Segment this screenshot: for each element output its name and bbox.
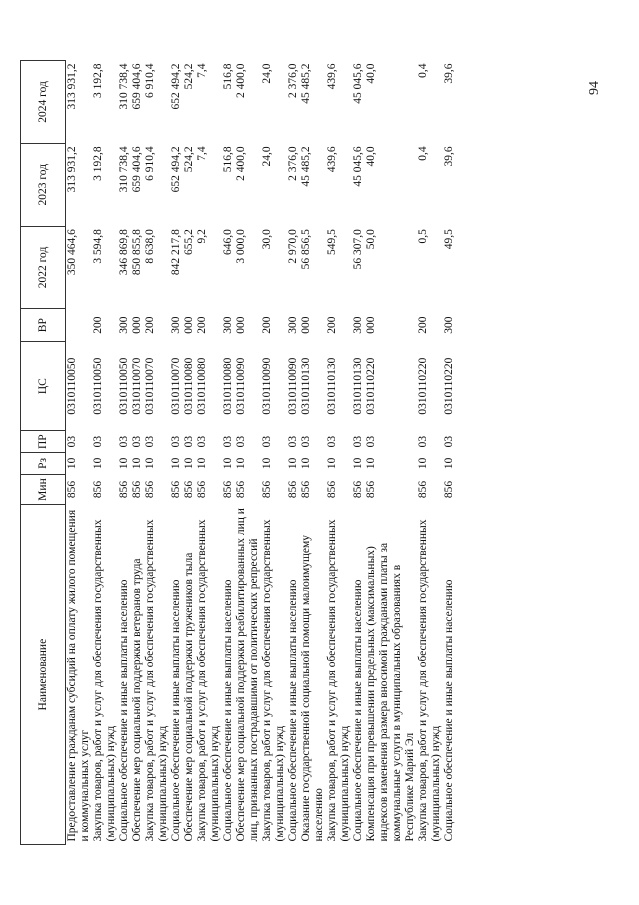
row-vr: 300 bbox=[170, 316, 182, 334]
row-min: 856 bbox=[144, 480, 156, 499]
row-name: Оказание государственной социальной помощи малоимущему населению bbox=[300, 534, 325, 842]
row-2023: 2 400,0 bbox=[235, 146, 247, 181]
row-cs: 0310110080 bbox=[183, 357, 195, 415]
rotated-budget-table-container bbox=[20, 60, 490, 845]
row-2022: 30,0 bbox=[261, 229, 273, 250]
row-pr: 03 bbox=[92, 435, 104, 448]
row-pr: 03 bbox=[300, 435, 312, 448]
row-2022: 9,2 bbox=[196, 229, 208, 244]
row-vr: 200 bbox=[196, 316, 208, 334]
row-2024: 652 494,2 bbox=[170, 63, 182, 110]
row-cs: 0310110090 bbox=[261, 357, 273, 415]
table-row bbox=[443, 61, 456, 845]
header-rz: Рз bbox=[21, 453, 66, 475]
row-vr: 200 bbox=[326, 316, 338, 334]
row-name: Обеспечение мер социальной поддержки реабилитированных лиц и лиц, признанных пострадавшими от политических репрессий bbox=[235, 508, 260, 842]
row-pr: 03 bbox=[365, 435, 377, 448]
row-pr: 03 bbox=[144, 435, 156, 448]
row-2024: 659 404,6 bbox=[131, 63, 143, 110]
row-pr: 03 bbox=[183, 435, 195, 448]
table-row bbox=[131, 61, 144, 845]
row-vr bbox=[66, 309, 93, 342]
row-2023: 40,0 bbox=[365, 146, 377, 167]
row-2023: 439,6 bbox=[326, 146, 338, 173]
table-row bbox=[365, 61, 417, 845]
row-2023: 516,8 bbox=[222, 146, 234, 173]
row-rz: 10 bbox=[417, 457, 429, 470]
row-min: 856 bbox=[417, 480, 429, 499]
row-min: 856 bbox=[118, 480, 130, 499]
row-cs: 0310110130 bbox=[300, 357, 312, 415]
row-min: 856 bbox=[131, 480, 143, 499]
row-2022: 8 638,0 bbox=[144, 229, 156, 264]
row-pr: 03 bbox=[131, 435, 143, 448]
row-rz: 10 bbox=[261, 457, 273, 470]
row-cs: 0310110070 bbox=[144, 357, 156, 415]
row-pr: 03 bbox=[222, 435, 234, 448]
row-vr: 000 bbox=[365, 316, 377, 334]
row-cs: 0310110130 bbox=[326, 357, 338, 415]
budget-table bbox=[20, 60, 456, 845]
row-2022: 549,5 bbox=[326, 229, 338, 255]
row-2023: 310 738,4 bbox=[118, 146, 130, 193]
table-row bbox=[183, 61, 196, 845]
row-vr: 300 bbox=[287, 316, 299, 334]
row-rz: 10 bbox=[144, 457, 156, 470]
row-2023: 0,4 bbox=[417, 146, 429, 161]
row-vr: 200 bbox=[417, 316, 429, 334]
header-2022: 2022 год bbox=[21, 226, 66, 309]
row-vr: 000 bbox=[235, 316, 247, 334]
row-2022: 655,2 bbox=[183, 229, 195, 255]
row-cs: 0310110050 bbox=[66, 357, 78, 415]
row-min: 856 bbox=[365, 480, 377, 499]
row-vr: 300 bbox=[352, 316, 364, 334]
row-min: 856 bbox=[300, 480, 312, 499]
row-min: 856 bbox=[170, 480, 182, 499]
header-2023: 2023 год bbox=[21, 143, 66, 226]
row-cs: 0310110220 bbox=[443, 357, 455, 415]
row-2024: 524,2 bbox=[183, 63, 195, 90]
row-rz: 10 bbox=[183, 457, 195, 470]
row-name: Социальное обеспечение и иные выплаты населению bbox=[287, 579, 299, 842]
table-row bbox=[352, 61, 365, 845]
table-row bbox=[118, 61, 131, 845]
row-pr: 03 bbox=[326, 435, 338, 448]
row-2022: 842 217,8 bbox=[170, 229, 182, 276]
header-2024: 2024 год bbox=[21, 61, 66, 144]
row-2024: 310 738,4 bbox=[118, 63, 130, 110]
table-row bbox=[326, 61, 352, 845]
row-name: Закупка товаров, работ и услуг для обеспечения государственных (муниципальных) нужд bbox=[144, 519, 169, 842]
row-cs: 0310110090 bbox=[235, 357, 247, 415]
row-vr: 200 bbox=[92, 316, 104, 334]
row-min: 856 bbox=[222, 480, 234, 499]
row-2022: 2 970,0 bbox=[287, 229, 299, 264]
row-2024: 24,0 bbox=[261, 63, 273, 84]
table-row bbox=[222, 61, 235, 845]
header-pr: ПР bbox=[21, 431, 66, 453]
row-2022: 3 594,8 bbox=[92, 229, 104, 264]
row-rz: 10 bbox=[300, 457, 312, 470]
row-min: 856 bbox=[287, 480, 299, 499]
row-pr: 03 bbox=[196, 435, 208, 448]
row-vr: 300 bbox=[118, 316, 130, 334]
row-name: Социальное обеспечение и иные выплаты населению bbox=[222, 579, 234, 842]
row-name: Закупка товаров, работ и услуг для обеспечения государственных (муниципальных) нужд bbox=[261, 519, 286, 842]
row-name: Закупка товаров, работ и услуг для обеспечения государственных (муниципальных) нужд bbox=[196, 519, 221, 842]
row-name: Социальное обеспечение и иные выплаты населению bbox=[443, 579, 455, 842]
row-cs: 0310110050 bbox=[118, 357, 130, 415]
row-rz: 10 bbox=[222, 457, 234, 470]
row-min: 856 bbox=[183, 480, 195, 499]
row-2022: 0,5 bbox=[417, 229, 429, 244]
row-vr: 000 bbox=[183, 316, 195, 334]
row-name: Предоставление гражданам субсидий на оплату жилого помещения и коммунальных услуг bbox=[66, 509, 91, 842]
row-rz: 10 bbox=[170, 457, 182, 470]
row-2022: 56 856,5 bbox=[300, 229, 312, 270]
header-vr: ВР bbox=[21, 309, 66, 342]
table-row bbox=[261, 61, 287, 845]
row-2022: 3 000,0 bbox=[235, 229, 247, 264]
row-2024: 313 931,2 bbox=[66, 63, 78, 110]
row-2022: 56 307,0 bbox=[352, 229, 364, 270]
row-rz: 10 bbox=[118, 457, 130, 470]
table-row bbox=[92, 61, 118, 845]
row-min: 856 bbox=[92, 480, 104, 499]
row-cs: 0310110220 bbox=[365, 357, 377, 415]
row-2023: 3 192,8 bbox=[92, 146, 104, 181]
row-cs: 0310110050 bbox=[92, 357, 104, 415]
row-2024: 39,6 bbox=[443, 63, 455, 84]
row-name: Социальное обеспечение и иные выплаты населению bbox=[352, 579, 364, 842]
row-cs: 0310110080 bbox=[196, 357, 208, 415]
row-2023: 524,2 bbox=[183, 146, 195, 173]
row-min: 856 bbox=[261, 480, 273, 499]
row-rz: 10 bbox=[287, 457, 299, 470]
row-pr: 03 bbox=[417, 435, 429, 448]
row-2024: 45 485,2 bbox=[300, 63, 312, 104]
table-row bbox=[144, 61, 170, 845]
row-2024: 6 910,4 bbox=[144, 63, 156, 98]
row-pr: 03 bbox=[235, 435, 247, 448]
row-2022: 50,0 bbox=[365, 229, 377, 250]
row-rz: 10 bbox=[92, 457, 104, 470]
table-row bbox=[287, 61, 300, 845]
row-rz: 10 bbox=[235, 457, 247, 470]
row-vr: 000 bbox=[131, 316, 143, 334]
row-min: 856 bbox=[66, 480, 78, 499]
row-cs: 0310110070 bbox=[170, 357, 182, 415]
row-2023: 24,0 bbox=[261, 146, 273, 167]
row-pr: 03 bbox=[66, 435, 78, 448]
row-name: Закупка товаров, работ и услуг для обеспечения государственных (муниципальных) нужд bbox=[417, 519, 442, 842]
row-min: 856 bbox=[443, 480, 455, 499]
row-pr: 03 bbox=[443, 435, 455, 448]
row-rz: 10 bbox=[352, 457, 364, 470]
row-2023: 659 404,6 bbox=[131, 146, 143, 193]
header-min: Мин bbox=[21, 474, 66, 504]
row-2024: 3 192,8 bbox=[92, 63, 104, 98]
table-row bbox=[417, 61, 443, 845]
row-2023: 6 910,4 bbox=[144, 146, 156, 181]
page-number: 94 bbox=[587, 81, 602, 95]
row-cs: 0310110090 bbox=[287, 357, 299, 415]
table-row bbox=[300, 61, 326, 845]
row-name: Закупка товаров, работ и услуг для обеспечения государственных (муниципальных) нужд bbox=[92, 519, 117, 842]
row-min: 856 bbox=[235, 480, 247, 499]
row-name: Социальное обеспечение и иные выплаты населению bbox=[118, 579, 130, 842]
row-pr: 03 bbox=[287, 435, 299, 448]
row-cs: 0310110220 bbox=[417, 357, 429, 415]
row-2024: 516,8 bbox=[222, 63, 234, 90]
header-name: Наименование bbox=[21, 505, 66, 845]
row-2022: 350 464,6 bbox=[66, 229, 78, 276]
table-row bbox=[66, 61, 93, 845]
row-2024: 439,6 bbox=[326, 63, 338, 90]
row-2024: 2 376,0 bbox=[287, 63, 299, 98]
row-rz: 10 bbox=[365, 457, 377, 470]
row-2024: 2 400,0 bbox=[235, 63, 247, 98]
row-rz: 10 bbox=[326, 457, 338, 470]
row-min: 856 bbox=[326, 480, 338, 499]
row-2024: 7,4 bbox=[196, 63, 208, 78]
row-2023: 7,4 bbox=[196, 146, 208, 161]
row-rz: 10 bbox=[66, 457, 78, 470]
row-name: Обеспечение мер социальной поддержки тружеников тыла bbox=[183, 552, 195, 842]
row-2022: 346 869,8 bbox=[118, 229, 130, 276]
row-pr: 03 bbox=[352, 435, 364, 448]
row-vr: 300 bbox=[222, 316, 234, 334]
row-min: 856 bbox=[196, 480, 208, 499]
row-vr: 200 bbox=[144, 316, 156, 334]
row-min: 856 bbox=[352, 480, 364, 499]
row-vr: 300 bbox=[443, 316, 455, 334]
row-pr: 03 bbox=[261, 435, 273, 448]
row-name: Закупка товаров, работ и услуг для обеспечения государственных (муниципальных) нужд bbox=[326, 519, 351, 842]
row-cs: 0310110070 bbox=[131, 357, 143, 415]
row-rz: 10 bbox=[196, 457, 208, 470]
header-cs: ЦС bbox=[21, 341, 66, 430]
row-2023: 39,6 bbox=[443, 146, 455, 167]
row-vr: 000 bbox=[300, 316, 312, 334]
row-name: Компенсация при превышении предельных (максимальных) индексов изменения размера вносимой гражданами платы за коммунальные услуги в муниципальных образованиях в Республике Марий Эл bbox=[365, 542, 416, 842]
row-2022: 646,0 bbox=[222, 229, 234, 255]
row-vr: 200 bbox=[261, 316, 273, 334]
table-row bbox=[235, 61, 261, 845]
row-2024: 0,4 bbox=[417, 63, 429, 78]
row-2023: 45 045,6 bbox=[352, 146, 364, 187]
row-pr: 03 bbox=[118, 435, 130, 448]
row-2023: 45 485,2 bbox=[300, 146, 312, 187]
row-2024: 40,0 bbox=[365, 63, 377, 84]
row-pr: 03 bbox=[170, 435, 182, 448]
row-cs: 0310110080 bbox=[222, 357, 234, 415]
table-row bbox=[196, 61, 222, 845]
row-2022: 850 855,8 bbox=[131, 229, 143, 276]
row-cs: 0310110130 bbox=[352, 357, 364, 415]
row-rz: 10 bbox=[131, 457, 143, 470]
row-2023: 313 931,2 bbox=[66, 146, 78, 193]
row-2023: 2 376,0 bbox=[287, 146, 299, 181]
table-row bbox=[170, 61, 183, 845]
row-rz: 10 bbox=[443, 457, 455, 470]
row-2023: 652 494,2 bbox=[170, 146, 182, 193]
row-2024: 45 045,6 bbox=[352, 63, 364, 104]
row-name: Социальное обеспечение и иные выплаты населению bbox=[170, 579, 182, 842]
row-name: Обеспечение мер социальной поддержки ветеранов труда bbox=[131, 558, 143, 842]
row-2022: 49,5 bbox=[443, 229, 455, 250]
table-header-row bbox=[21, 61, 66, 845]
